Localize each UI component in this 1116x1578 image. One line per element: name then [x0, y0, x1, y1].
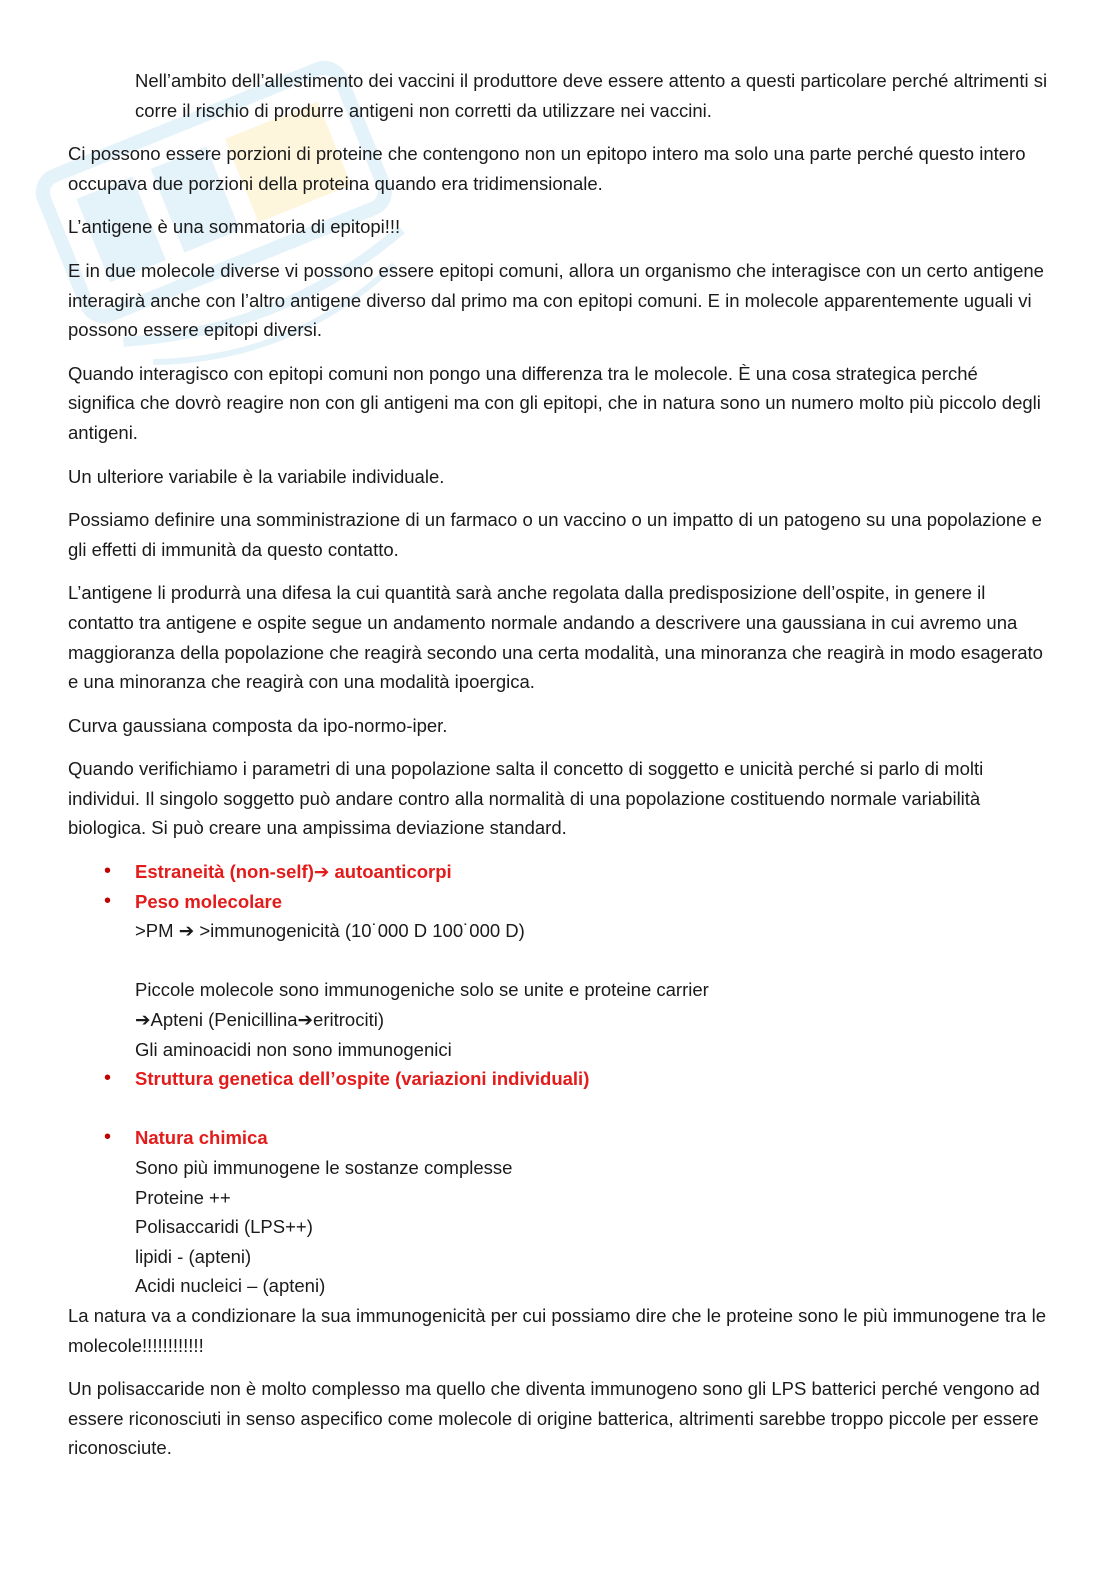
bullet-item-molecular-weight — [68, 887, 1048, 1065]
bullet-title-molecular-weight: • Peso molecolare — [135, 890, 283, 912]
bullet-title-extraneity: Estraneità (non-self)➔ autoanticorpi — [135, 861, 452, 883]
bullet-title-genetic-structure: • Struttura genetica dell’ospite (variazioni individuali) — [135, 1068, 590, 1090]
chemical-nature-line-3: Polisaccaridi (LPS++) — [135, 1216, 313, 1238]
bullet-item-genetic-structure — [68, 1064, 1048, 1123]
spacer — [135, 1094, 1048, 1124]
molecular-weight-line-2: Piccole molecole sono immunogeniche solo se unite e proteine carrier — [135, 979, 709, 1001]
document-page — [68, 66, 1048, 1477]
paragraph-2: L’antigene è una sommatoria di epitopi!!! — [68, 216, 401, 238]
paragraph-9: Quando verifichiamo i parametri di una popolazione salta il concetto di soggetto e unicità perché si parlo di molti individui. Il singolo soggetto può andare contro alla normalità di una popolazione costituendo normale variabilità biologica. Si può creare una ampissima deviazione standard. — [68, 758, 984, 839]
chemical-nature-line-5: Acidi nucleici – (apteni) — [135, 1275, 326, 1297]
closing-paragraph-2: Un polisaccaride non è molto complesso ma quello che diventa immunogeno sono gli LPS batterici perché vengono ad essere riconosciuti in senso aspecifico come molecole di origine batterica, altrimenti sarebbe troppo piccole per essere riconosciute. — [68, 1378, 1040, 1459]
intro-paragraph: Nell’ambito dell’allestimento dei vaccini il produttore deve essere attento a questi particolare perché altrimenti si corre il rischio di produrre antigeni non corretti da utilizzare nei vaccini. — [135, 70, 1048, 121]
paragraph-6: Possiamo definire una somministrazione di un farmaco o un vaccino o un impatto di un patogeno su una popolazione e gli effetti di immunità da questo contatto. — [68, 509, 1042, 560]
molecular-weight-line-1: >PM ➔ >immunogenicità (10˙000 D 100˙000 D) — [135, 920, 525, 942]
molecular-weight-line-4: Gli aminoacidi non sono immunogenici — [135, 1038, 452, 1060]
chemical-nature-line-2: Proteine ++ — [135, 1186, 231, 1208]
bullet-item-chemical-nature — [68, 1123, 1048, 1301]
paragraph-5: Un ulteriore variabile è la variabile individuale. — [68, 465, 445, 487]
spacer — [135, 946, 1048, 976]
paragraph-7: L’antigene li produrrà una difesa la cui quantità sarà anche regolata dalla predisposizione dell’ospite, in genere il contatto tra antigene e ospite segue un andamento normale andando a descrivere una gaussiana in cui avremo una maggioranza della popolazione che reagirà secondo una certa modalità, una minoranza che reagirà in modo esagerato e una minoranza che reagirà con una modalità ipoergica. — [68, 582, 1043, 693]
chemical-nature-line-1: Sono più immunogene le sostanze complesse — [135, 1157, 513, 1178]
chemical-nature-line-4: lipidi - (apteni) — [135, 1245, 252, 1267]
paragraph-3: E in due molecole diverse vi possono essere epitopi comuni, allora un organismo che interagisce con un certo antigene interagirà anche con l’altro antigene diverso dal primo ma con epitopi comuni. E in molecole apparentemente uguali vi possono essere epitopi diversi. — [68, 259, 1044, 341]
paragraph-4: Quando interagisco con epitopi comuni non pongo una differenza tra le molecole. È una cosa strategica perché significa che dovrò reagire non con gli antigeni ma con gli epitopi, che in natura sono un numero molto più piccolo degli antigeni. — [68, 362, 1041, 443]
paragraph-1: Ci possono essere porzioni di proteine che contengono non un epitopo intero ma solo una parte perché questo intero occupava due porzioni della proteina quando era tridimensionale. — [68, 143, 1026, 194]
bullet-title-chemical-nature: • Natura chimica — [135, 1127, 268, 1149]
bullet-list — [68, 857, 1048, 1301]
molecular-weight-line-3: ➔Apteni (Penicillina➔eritrociti) — [135, 1009, 384, 1031]
closing-paragraph-1: La natura va a condizionare la sua immunogenicità per cui possiamo dire che le proteine sono le più immunogene tra le molecole!!!!!!!!!!!! — [68, 1304, 1046, 1356]
bullet-item-extraneity — [68, 857, 1048, 887]
paragraph-8: Curva gaussiana composta da ipo-normo-iper. — [68, 714, 448, 736]
